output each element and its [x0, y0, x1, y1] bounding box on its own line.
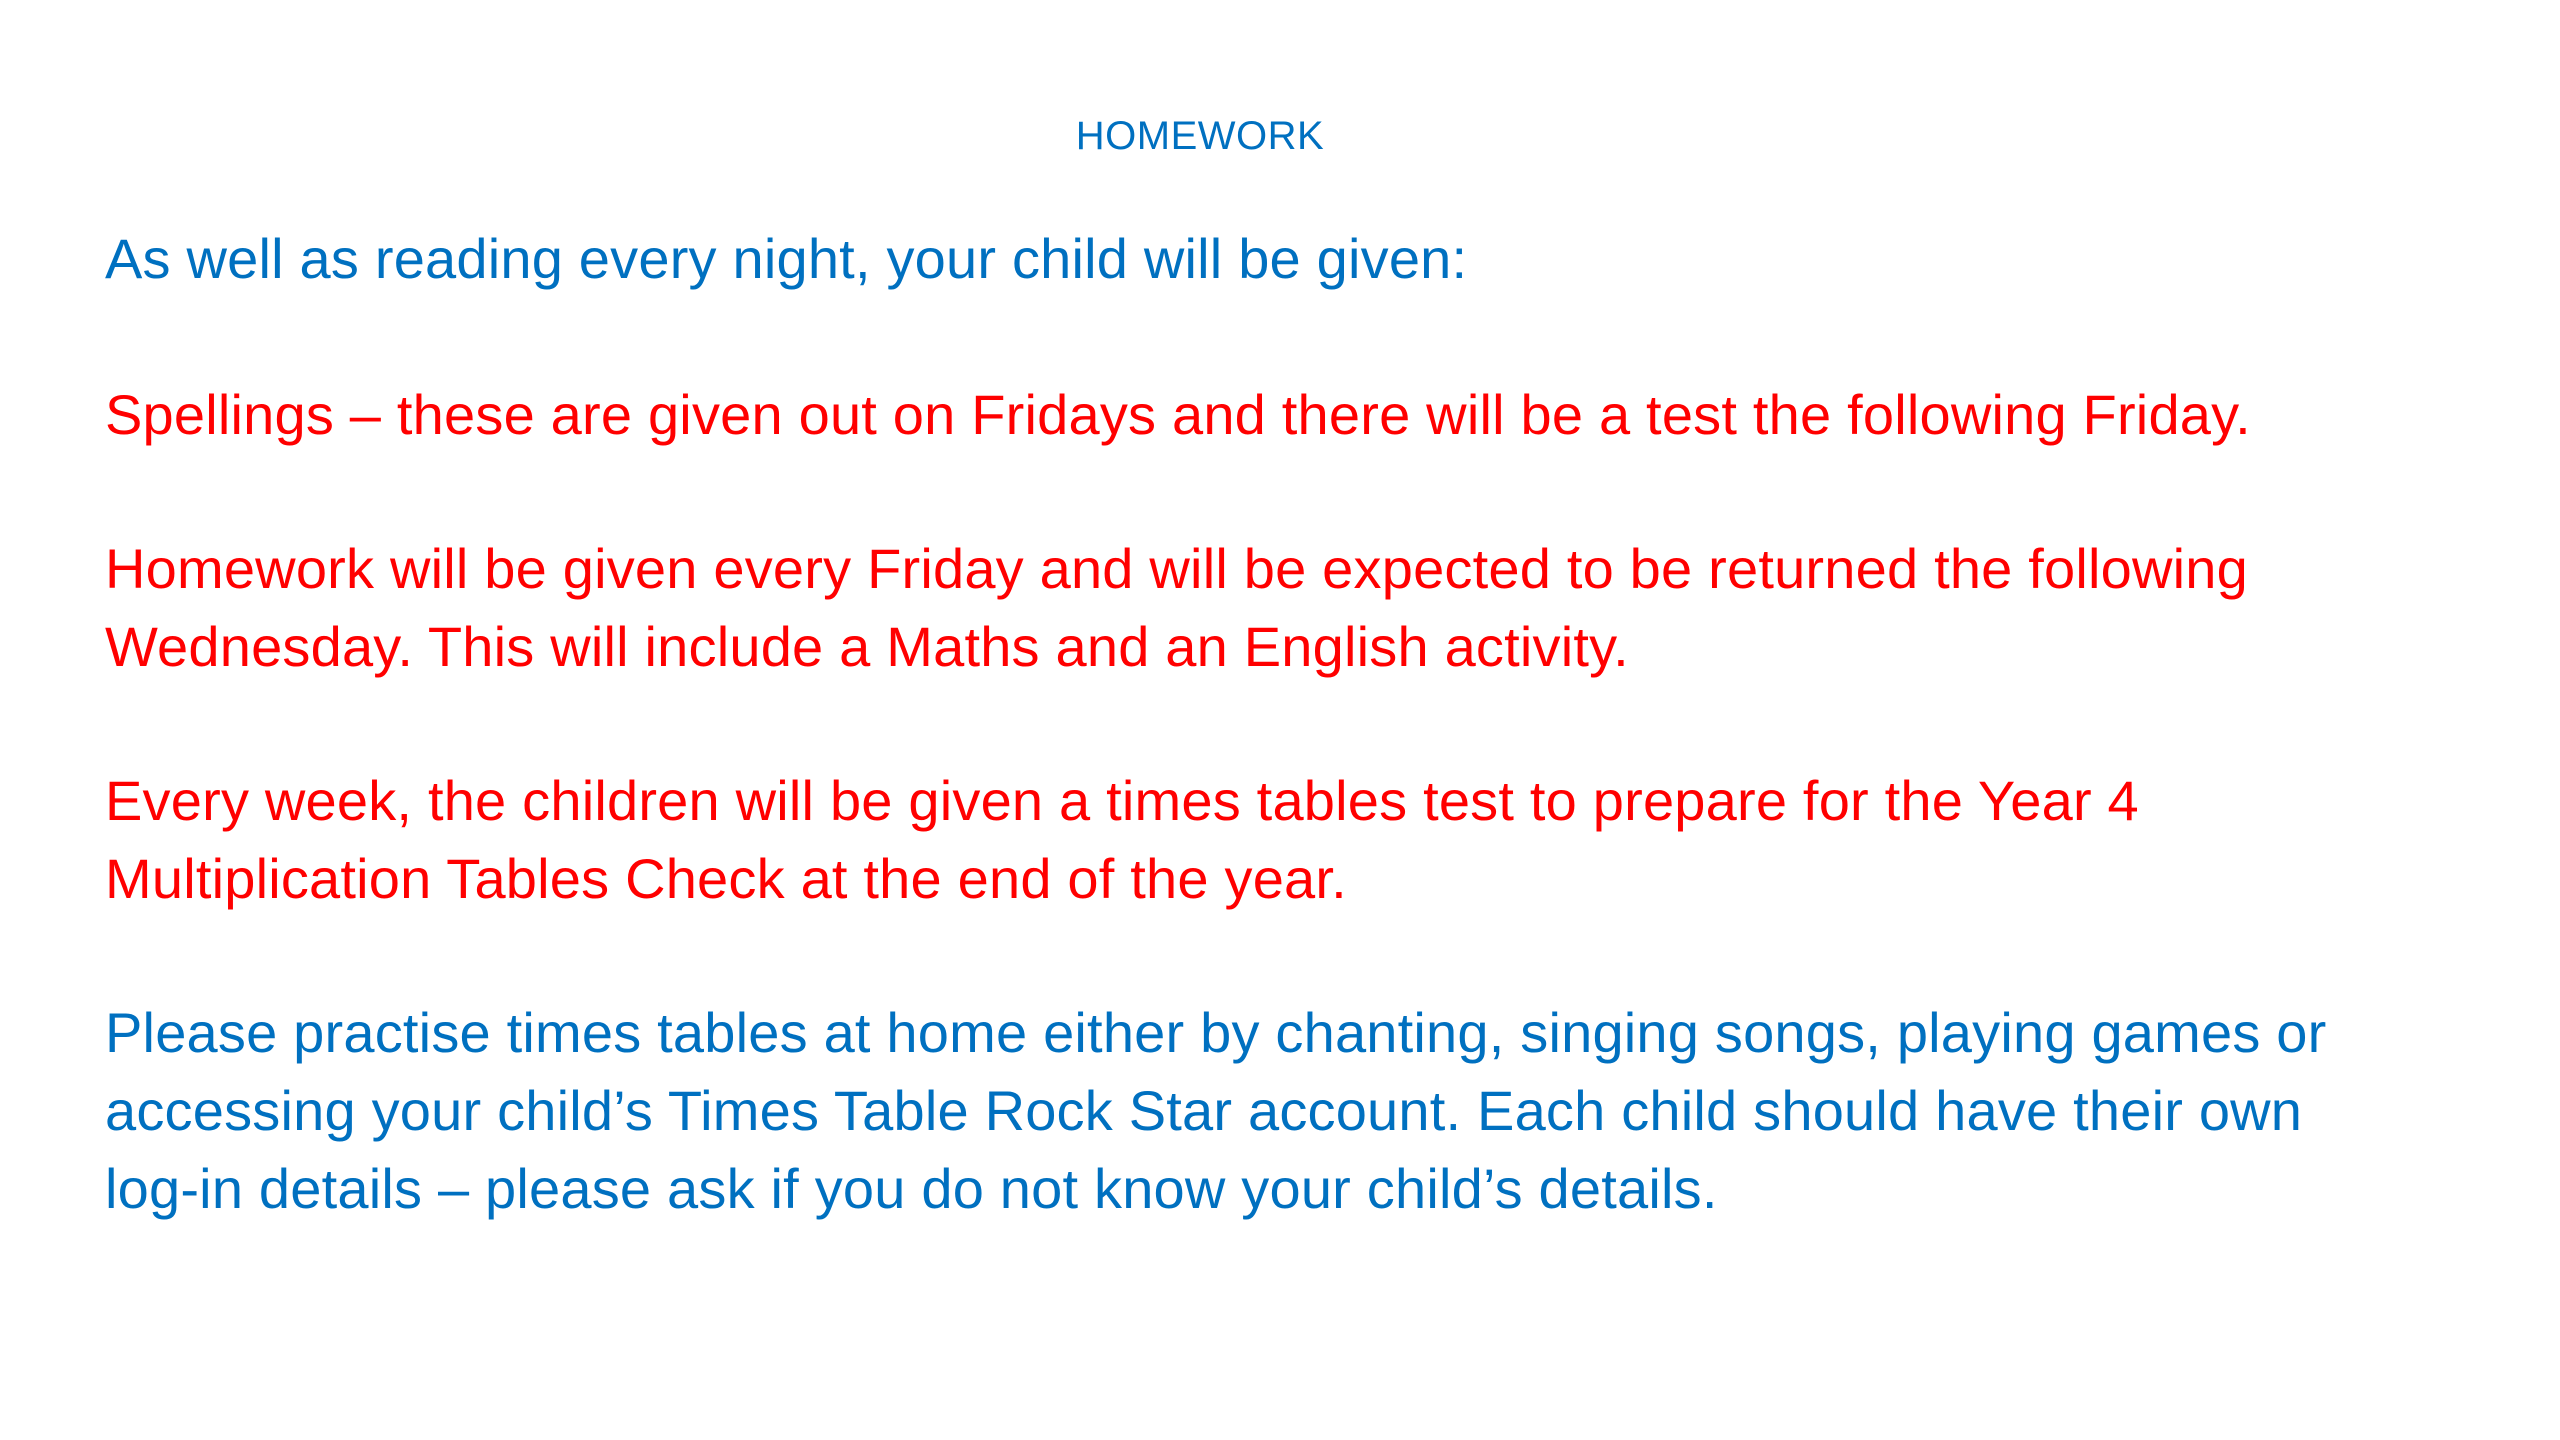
- homework-paragraph: Homework will be given every Friday and will be expected to be returned the following Wednesday. This will include a Maths and an English activity.: [105, 537, 2248, 678]
- intro-paragraph: As well as reading every night, your child will be given:: [105, 227, 1468, 290]
- slide-body: [105, 220, 2365, 1304]
- spellings-paragraph: Spellings – these are given out on Fridays and there will be a test the following Friday.: [105, 383, 2251, 446]
- times-tables-test-paragraph: Every week, the children will be given a times tables test to prepare for the Year 4 Multiplication Tables Check at the end of the year.: [105, 769, 2139, 910]
- page-title: HOMEWORK: [1075, 114, 1325, 158]
- practise-paragraph: Please practise times tables at home either by chanting, singing songs, playing games or accessing your child’s Times Table Rock Star account. Each child should have their own log-in details – please ask if you do not know your child’s details.: [105, 1001, 2327, 1220]
